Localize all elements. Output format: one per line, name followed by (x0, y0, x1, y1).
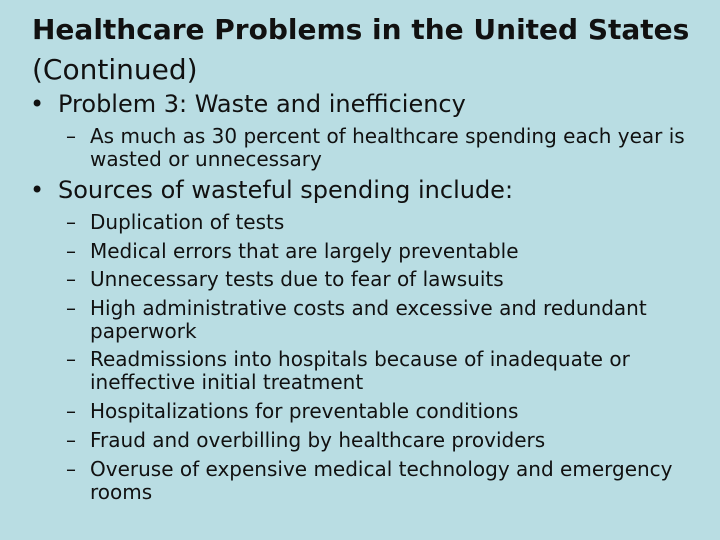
dash-marker: – (66, 347, 76, 371)
slide-title-main: Healthcare Problems in the United States (32, 13, 690, 46)
subitem-admin-costs (66, 296, 690, 343)
bullet-marker: • (30, 176, 45, 204)
dash-marker: – (66, 457, 76, 481)
subitem-waste-percentage (66, 124, 690, 171)
subitem-text: Overuse of expensive medical technology and emergency rooms (90, 457, 673, 504)
subitem-medical-errors (66, 239, 690, 263)
subitem-text: Duplication of tests (90, 210, 285, 234)
bullet-text: Problem 3: Waste and inefficiency (58, 90, 466, 118)
dash-marker: – (66, 124, 76, 148)
dash-marker: – (66, 296, 76, 320)
subitem-text: Hospitalizations for preventable conditions (90, 399, 519, 423)
subitem-text: Unnecessary tests due to fear of lawsuits (90, 267, 504, 291)
subitem-text: High administrative costs and excessive and redundant paperwork (90, 296, 647, 343)
subitem-fraud (66, 428, 690, 452)
bullet-problem-3 (30, 90, 466, 118)
subitem-readmissions (66, 347, 690, 394)
subitem-text: Medical errors that are largely preventable (90, 239, 519, 263)
slide-title-suffix: (Continued) (32, 53, 198, 86)
dash-marker: – (66, 399, 76, 423)
dash-marker: – (66, 267, 76, 291)
bullet-text: Sources of wasteful spending include: (58, 176, 514, 204)
dash-marker: – (66, 210, 76, 234)
subitem-text: As much as 30 percent of healthcare spending each year is wasted or unnecessary (90, 124, 685, 171)
subitem-duplication (66, 210, 690, 234)
subitem-unnecessary-tests (66, 267, 690, 291)
slide-title (32, 10, 692, 90)
bullet-sources (30, 176, 513, 204)
bullet-marker: • (30, 90, 45, 118)
subitem-text: Readmissions into hospitals because of inadequate or ineffective initial treatment (90, 347, 630, 394)
subitem-text: Fraud and overbilling by healthcare providers (90, 428, 546, 452)
dash-marker: – (66, 239, 76, 263)
subitem-overuse (66, 457, 690, 504)
dash-marker: – (66, 428, 76, 452)
subitem-hospitalizations (66, 399, 690, 423)
